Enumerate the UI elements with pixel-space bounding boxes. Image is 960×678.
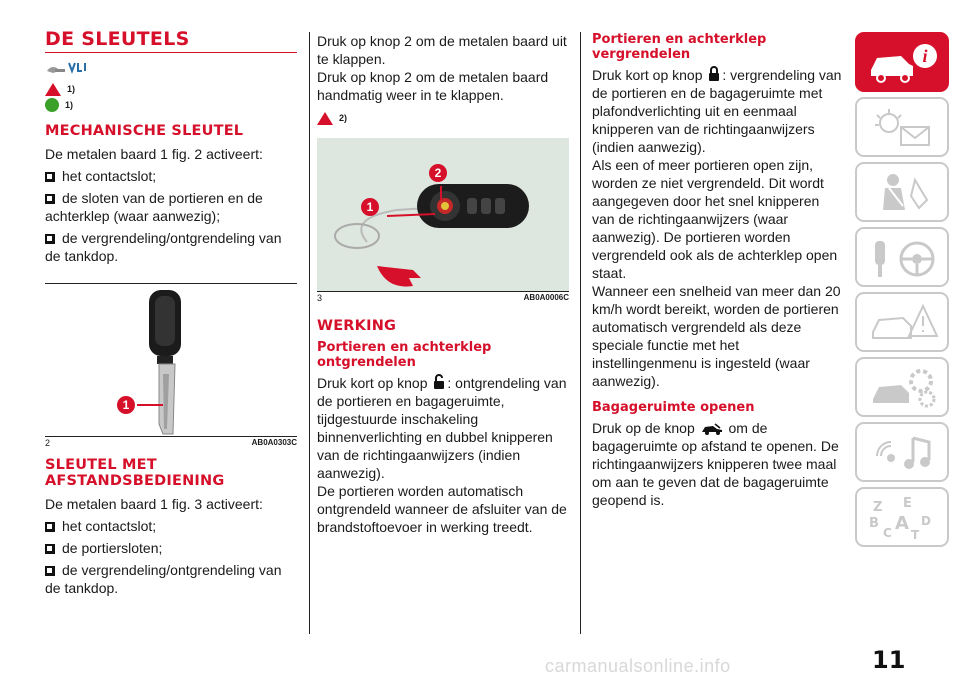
page-number: 11 — [872, 646, 906, 674]
lock-paragraph-3: Wanneer een snelheid van meer dan 20 km/h wordt bereikt, worden de portieren automatisch vergrendeld als deze speciale functie met het instellingenmenu is ingesteld (waar aanwezig). — [592, 283, 841, 389]
warning-triangle-icon — [317, 112, 333, 125]
bullet-icon — [45, 194, 55, 204]
unlock-icon — [433, 374, 445, 390]
tab-warning-lights[interactable] — [855, 97, 949, 157]
remote-key-image — [317, 138, 569, 292]
figure-3 — [317, 138, 569, 303]
leaf-icon — [45, 98, 59, 112]
key-badge-icon — [45, 59, 297, 81]
svg-text:C: C — [883, 526, 892, 540]
bullet-icon — [45, 522, 55, 532]
svg-text:D: D — [921, 514, 931, 528]
lock-icon — [708, 66, 720, 82]
figure-2 — [45, 283, 297, 448]
warning-triangle-icon — [45, 83, 61, 96]
operation-heading: WERKING — [317, 318, 397, 334]
tab-safety[interactable] — [855, 162, 949, 222]
warning-lights-icon — [867, 105, 941, 151]
svg-text:A: A — [895, 513, 909, 534]
svg-text:Z: Z — [873, 500, 883, 515]
environment-note: 1) — [45, 97, 297, 113]
bullet-icon — [45, 566, 55, 576]
svg-text:i: i — [922, 46, 928, 66]
driving-icon — [867, 235, 941, 281]
multimedia-icon — [867, 430, 941, 476]
figure-code: AB0A0303C — [251, 438, 297, 447]
mechanical-key-heading: MECHANISCHE SLEUTEL — [45, 123, 244, 139]
lock-paragraph-2: Als een of meer portieren open zijn, worden ze niet vergrendeld. Dit wordt aangegeven door het snel knipperen van de richtingaanwijzers (waar aanwezig). De portieren worden vergrendeld ook als de achterklep open staat. — [592, 157, 838, 281]
tab-maintenance[interactable] — [855, 357, 949, 417]
figure-code: AB0A0006C — [523, 293, 569, 302]
boot-paragraph: Druk op de knop om de bagageruimte op afstand te openen. De richtingaanwijzers knipperen twee maal om aan te geven dat de bagageruimte geopend is. — [592, 420, 839, 508]
title-rule — [45, 52, 297, 53]
column-3 — [592, 32, 842, 509]
boot-heading: Bagageruimte openen — [592, 400, 755, 415]
list-item: het contactslot; — [45, 517, 297, 535]
list-item: het contactslot; — [45, 167, 297, 185]
lock-paragraph: Druk kort op knop : vergrendeling van de portieren en de bagageruimte met plafondverlichting uit en eenmaal knipperen van de richtingaanwijzers (indien aanwezig). — [592, 67, 842, 155]
figure-number: 3 — [317, 293, 323, 303]
mechanical-key-intro: De metalen baard 1 fig. 2 activeert: — [45, 146, 263, 162]
list-item: de vergrendeling/ontgrendeling van de tankdop. — [45, 230, 282, 264]
paragraph: Druk op knop 2 om de metalen baard handmatig weer in te klappen. — [317, 69, 549, 103]
paragraph: Druk op knop 2 om de metalen baard uit te klappen. — [317, 33, 567, 67]
bullet-icon — [45, 544, 55, 554]
callout-2: 2 — [429, 164, 447, 182]
unlock-paragraph-2: De portieren worden automatisch ontgrendeld wanneer de afsluiter van de brandstoftoevoer in werking treedt. — [317, 483, 567, 535]
bullet-icon — [45, 172, 55, 182]
remote-key-intro: De metalen baard 1 fig. 3 activeert: — [45, 496, 263, 512]
lock-heading: Portieren en achterklep vergrendelen — [592, 32, 767, 62]
car-info-icon — [867, 40, 941, 86]
emergency-icon — [867, 300, 941, 346]
page-title: DE SLEUTELS — [45, 28, 190, 50]
bullet-icon — [45, 234, 55, 244]
tab-emergency[interactable] — [855, 292, 949, 352]
tab-multimedia[interactable] — [855, 422, 949, 482]
safety-icon — [867, 170, 941, 216]
remote-key-heading: SLEUTEL MET AFSTANDSBEDIENING — [45, 457, 225, 489]
section-tabs — [855, 32, 955, 552]
figure-number: 2 — [45, 438, 51, 448]
callout-1: 1 — [361, 198, 379, 216]
svg-text:E: E — [903, 496, 912, 511]
tab-driving[interactable] — [855, 227, 949, 287]
maintenance-icon — [867, 365, 941, 411]
tab-index[interactable] — [855, 487, 949, 547]
car-boot-icon — [701, 423, 723, 435]
svg-text:T: T — [911, 528, 920, 541]
tab-car-info[interactable] — [855, 32, 949, 92]
warning-note: 1) — [45, 81, 297, 97]
watermark: carmanualsonline.info — [545, 656, 731, 676]
column-2 — [317, 32, 569, 536]
svg-text:B: B — [869, 516, 879, 531]
unlock-paragraph: Druk kort op knop : ontgrendeling van de portieren en bagageruimte, tijdgestuurde inschakeling binnenverlichting en dubbel knipperen van de richtingaanwijzers (indien aanwezig). — [317, 375, 567, 481]
list-item: de portiersloten; — [45, 539, 297, 557]
unlock-heading: Portieren en achterklep ontgrendelen — [317, 340, 492, 370]
warning-note: 2) — [317, 110, 569, 126]
column-1 — [45, 28, 297, 597]
list-item: de sloten van de portieren en de achterklep (waar aanwezig); — [45, 190, 263, 224]
figure-caption — [317, 291, 569, 306]
figure-caption — [45, 436, 297, 451]
index-icon — [867, 495, 941, 541]
list-item: de vergrendeling/ontgrendeling van de tankdop. — [45, 562, 282, 596]
mechanical-key-image — [45, 284, 297, 437]
callout-1: 1 — [117, 396, 135, 414]
